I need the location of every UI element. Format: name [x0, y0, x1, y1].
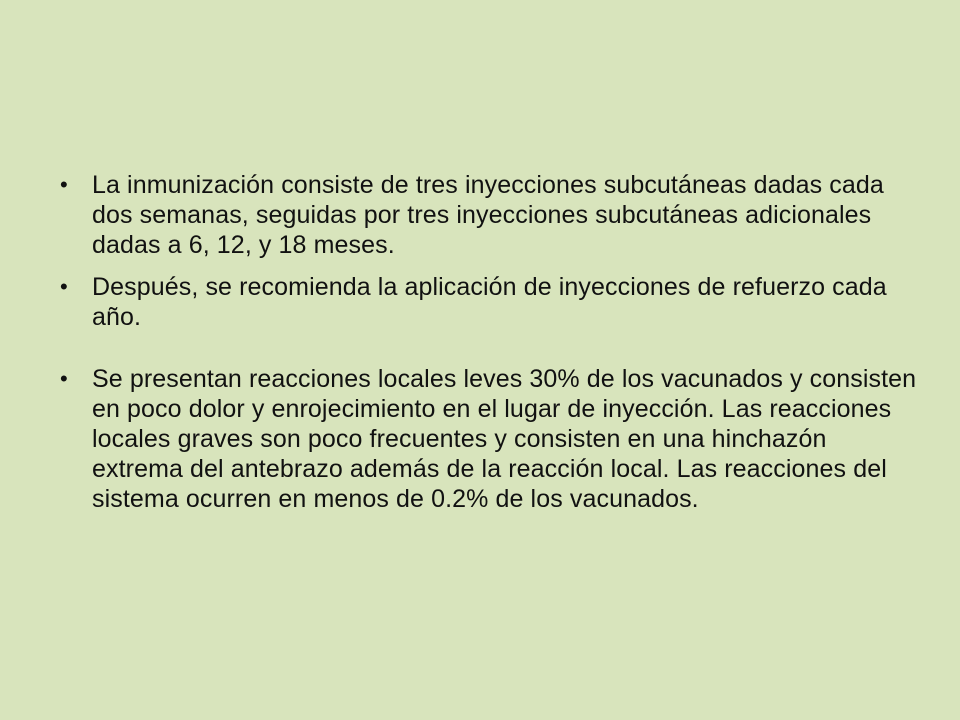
- bullet-marker: •: [60, 274, 68, 299]
- bullet-marker: •: [60, 366, 68, 391]
- bullet-list: [60, 170, 920, 514]
- bullet-text: Después, se recomienda la aplicación de inyecciones de refuerzo cada año.: [92, 273, 887, 331]
- bullet-text: Se presentan reacciones locales leves 30% de los vacunados y consisten en poco dolor y enrojecimiento en el lugar de inyección. Las reacciones locales graves son poco frecuentes y consisten en una hinchazón extrema del antebrazo además de la reacción local. Las reacciones del sistema ocurren en menos de 0.2% de los vacunados.: [92, 365, 917, 513]
- bullet-item-immunization-schedule: [60, 170, 920, 260]
- bullet-marker: •: [60, 172, 68, 197]
- bullet-item-reactions: [60, 364, 920, 514]
- bullet-text: La inmunización consiste de tres inyecciones subcutáneas dadas cada dos semanas, seguidas por tres inyecciones subcutáneas adicionales dadas a 6, 12, y 18 meses.: [92, 171, 884, 259]
- bullet-item-booster: [60, 272, 920, 332]
